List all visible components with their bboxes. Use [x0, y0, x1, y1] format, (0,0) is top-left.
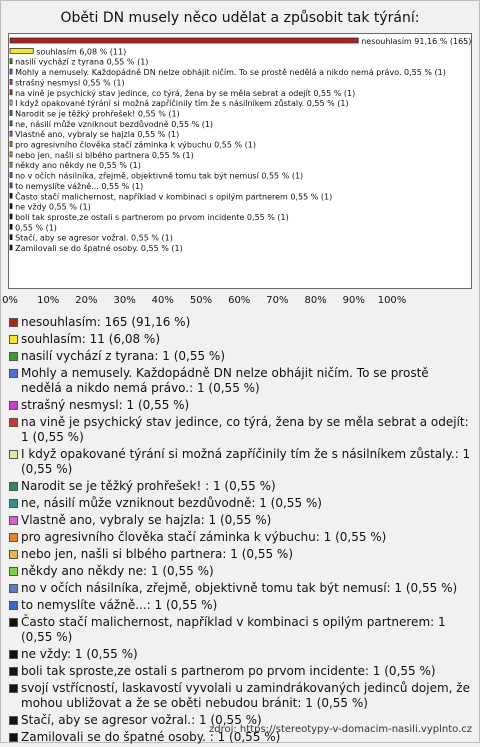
legend-swatch	[9, 601, 18, 610]
legend-swatch	[9, 401, 18, 410]
legend-label: to nemyslíte vážně...: 1 (0,55 %)	[21, 598, 218, 612]
legend-item	[8, 664, 473, 679]
legend-item	[8, 681, 473, 711]
legend-label: Narodit se je těžký prohřešek! : 1 (0,55 %)	[21, 479, 276, 493]
legend-item	[8, 547, 473, 562]
legend-label: pro agresivního člověka stačí záminka k výbuchu: 1 (0,55 %)	[21, 530, 387, 544]
legend-item	[8, 647, 473, 662]
legend-item	[8, 581, 473, 596]
bar-chart	[0, 0, 480, 312]
bar-12	[10, 152, 12, 157]
legend-label: někdy ano někdy ne: 1 (0,55 %)	[21, 564, 214, 578]
bar-5	[10, 79, 12, 84]
bar-label-9: ne, násilí může vzniknout bezdůvodně 0,55 % (1)	[15, 119, 214, 129]
legend-swatch	[9, 550, 18, 559]
bar-6	[10, 90, 12, 95]
bar-label-1: nesouhlasím 91,16 % (165)	[361, 37, 472, 46]
bar-label-21: Zamilovali se do špatné osoby. 0,55 % (1)	[15, 244, 183, 253]
bar-7	[10, 100, 12, 105]
x-tick-label: 0%	[2, 295, 18, 306]
legend-label: na vině je psychický stav jedince, co týrá, žena by se měla sebrat a odejít: 1 (0,55 %)	[21, 415, 469, 444]
legend-swatch	[9, 418, 18, 427]
legend-swatch	[9, 499, 18, 508]
legend-item	[8, 496, 473, 511]
legend-label: strašný nesmysl: 1 (0,55 %)	[21, 398, 190, 412]
bar-17	[10, 204, 12, 209]
x-tick-label: 100%	[377, 295, 407, 306]
legend-label: nesouhlasím: 165 (91,16 %)	[21, 315, 191, 329]
bar-13	[10, 162, 12, 167]
bar-label-4: Mohly a nemusely. Každopádně DN nelze obhájit ničím. To se prostě nedělá a nikdo nemá právo. 0,55 % (1)	[15, 68, 446, 78]
legend-label: Často stačí malichernost, například v kombinaci s opilým partnerem: 1 (0,55 %)	[21, 615, 446, 644]
bar-label-13: někdy ano někdy ne 0,55 % (1)	[15, 161, 141, 171]
bar-8	[10, 110, 12, 115]
x-tick-label: 80%	[304, 295, 327, 306]
legend-item	[8, 315, 473, 330]
bar-1	[10, 38, 358, 43]
bar-label-18: boli tak sproste,ze ostali s partnerom po prvom incidente 0,55 % (1)	[15, 212, 289, 222]
bar-label-7: I když opakované týrání si možná zapříčinily tím že s násilníkem zůstaly. 0,55 % (1)	[15, 99, 349, 109]
legend-label: Zamilovali se do špatné osoby. : 1 (0,55 %)	[21, 730, 281, 744]
legend-item	[8, 332, 473, 347]
bar-9	[10, 121, 12, 126]
bar-label-8: Narodit se je těžký prohřešek! 0,55 % (1)	[15, 109, 180, 119]
bar-11	[10, 142, 12, 147]
legend-item	[8, 513, 473, 528]
legend-label: ne, násilí může vzniknout bezdůvodně: 1 (0,55 %)	[21, 496, 322, 510]
x-tick-label: 20%	[75, 295, 98, 306]
x-tick-label: 30%	[113, 295, 136, 306]
bar-10	[10, 131, 12, 136]
legend-item	[8, 366, 473, 396]
bar-14	[10, 173, 12, 178]
bar-label-20: Stačí, aby se agresor vožral. 0,55 % (1)	[15, 233, 173, 243]
legend-label: Vlastně ano, vybraly se hajzla: 1 (0,55 %)	[21, 513, 272, 527]
legend-swatch	[9, 450, 18, 459]
legend-swatch	[9, 667, 18, 676]
bar-15	[10, 183, 12, 188]
legend-swatch	[9, 533, 18, 542]
bar-label-16: Často stačí malichernost, například v kombinaci s opilým partnerem 0,55 % (1)	[15, 192, 333, 202]
legend-item	[8, 598, 473, 613]
legend-item	[8, 447, 473, 477]
x-tick-label: 90%	[342, 295, 365, 306]
bar-2	[10, 48, 33, 53]
legend-label: Stačí, aby se agresor vožral.: 1 (0,55 %)	[21, 713, 262, 727]
legend-label: svojí vstřícností, laskavostí vyvolali u zamindrákovaných jedinců dojem, že mohou ubližovat a že se oběti nebudou bránit: 1 (0,55 %)	[21, 681, 470, 710]
legend-label: ne vždy: 1 (0,55 %)	[21, 647, 138, 661]
bar-label-5: strašný nesmysl 0,55 % (1)	[15, 78, 125, 88]
legend-item	[8, 349, 473, 364]
x-tick-label: 50%	[189, 295, 213, 306]
bar-label-19: 0,55 % (1)	[15, 223, 57, 233]
bar-20	[10, 235, 12, 240]
legend-swatch	[9, 318, 18, 327]
legend-swatch	[9, 650, 18, 659]
legend-label: souhlasím: 11 (6,08 %)	[21, 332, 161, 346]
bar-16	[10, 193, 12, 198]
legend-label: Mohly a nemusely. Každopádně DN nelze obhájit ničím. To se prostě nedělá a nikdo nemá právo.: 1 (0,55 %)	[21, 366, 429, 395]
bar-18	[10, 214, 12, 219]
legend-item	[8, 615, 473, 645]
x-tick-label: 10%	[37, 295, 60, 306]
bar-4	[10, 69, 12, 74]
x-tick-label: 40%	[151, 295, 174, 306]
chart-title: Oběti DN musely něco udělat a způsobit tak týrání:	[60, 10, 420, 26]
legend-label: no v očích násilníka, zřejmě, objektivně tomu tak být nemusí: 1 (0,55 %)	[21, 581, 458, 595]
legend-label: boli tak sproste,ze ostali s partnerom po prvom incidente: 1 (0,55 %)	[21, 664, 436, 678]
legend-item	[8, 398, 473, 413]
bar-label-2: souhlasím 6,08 % (11)	[36, 47, 127, 57]
bar-label-11: pro agresivního člověka stačí záminka k výbuchu 0,55 % (1)	[15, 140, 256, 150]
bar-label-6: na vině je psychický stav jedince, co týrá, žena by se měla sebrat a odejít 0,55 % (1)	[15, 88, 356, 98]
legend-swatch	[9, 684, 18, 693]
bar-label-10: Vlastně ano, vybraly se hajzla 0,55 % (1)	[15, 130, 180, 140]
bar-label-15: to nemyslíte vážně... 0,55 % (1)	[15, 181, 144, 191]
x-tick-label: 60%	[228, 295, 251, 306]
legend-swatch	[9, 352, 18, 361]
legend-swatch	[9, 482, 18, 491]
legend-label: nebo jen, našli si blbého partnera: 1 (0,55 %)	[21, 547, 294, 561]
bar-label-17: ne vždy 0,55 % (1)	[15, 202, 91, 212]
bar-21	[10, 245, 12, 250]
legend-item	[8, 415, 473, 445]
bar-label-14: no v očích násilníka, zřejmě, objektivně tomu tak být nemusí 0,55 % (1)	[15, 171, 304, 181]
bar-19	[10, 224, 12, 229]
legend-swatch	[9, 335, 18, 344]
legend-swatch	[9, 733, 18, 742]
legend-label: I když opakované týrání si možná zapříčinily tím že s násilníkem zůstaly.: 1 (0,55 %)	[21, 447, 471, 476]
legend-swatch	[9, 516, 18, 525]
bar-3	[10, 59, 12, 64]
legend-swatch	[9, 369, 18, 378]
source-note: zdroj: https://stereotypy-v-domacim-nasili.vyplnto.cz	[209, 724, 472, 735]
bar-label-3: nasilí vychází z tyrana 0,55 % (1)	[15, 57, 149, 67]
legend-swatch	[9, 584, 18, 593]
legend-item	[8, 479, 473, 494]
legend-swatch	[9, 716, 18, 725]
legend-item	[8, 564, 473, 579]
legend-label: nasilí vychází z tyrana: 1 (0,55 %)	[21, 349, 226, 363]
legend	[8, 315, 473, 747]
bar-label-12: nebo jen, našli si blbého partnera 0,55 % (1)	[15, 150, 194, 160]
legend-swatch	[9, 567, 18, 576]
x-tick-label: 70%	[266, 295, 289, 306]
legend-swatch	[9, 618, 18, 627]
legend-item	[8, 530, 473, 545]
